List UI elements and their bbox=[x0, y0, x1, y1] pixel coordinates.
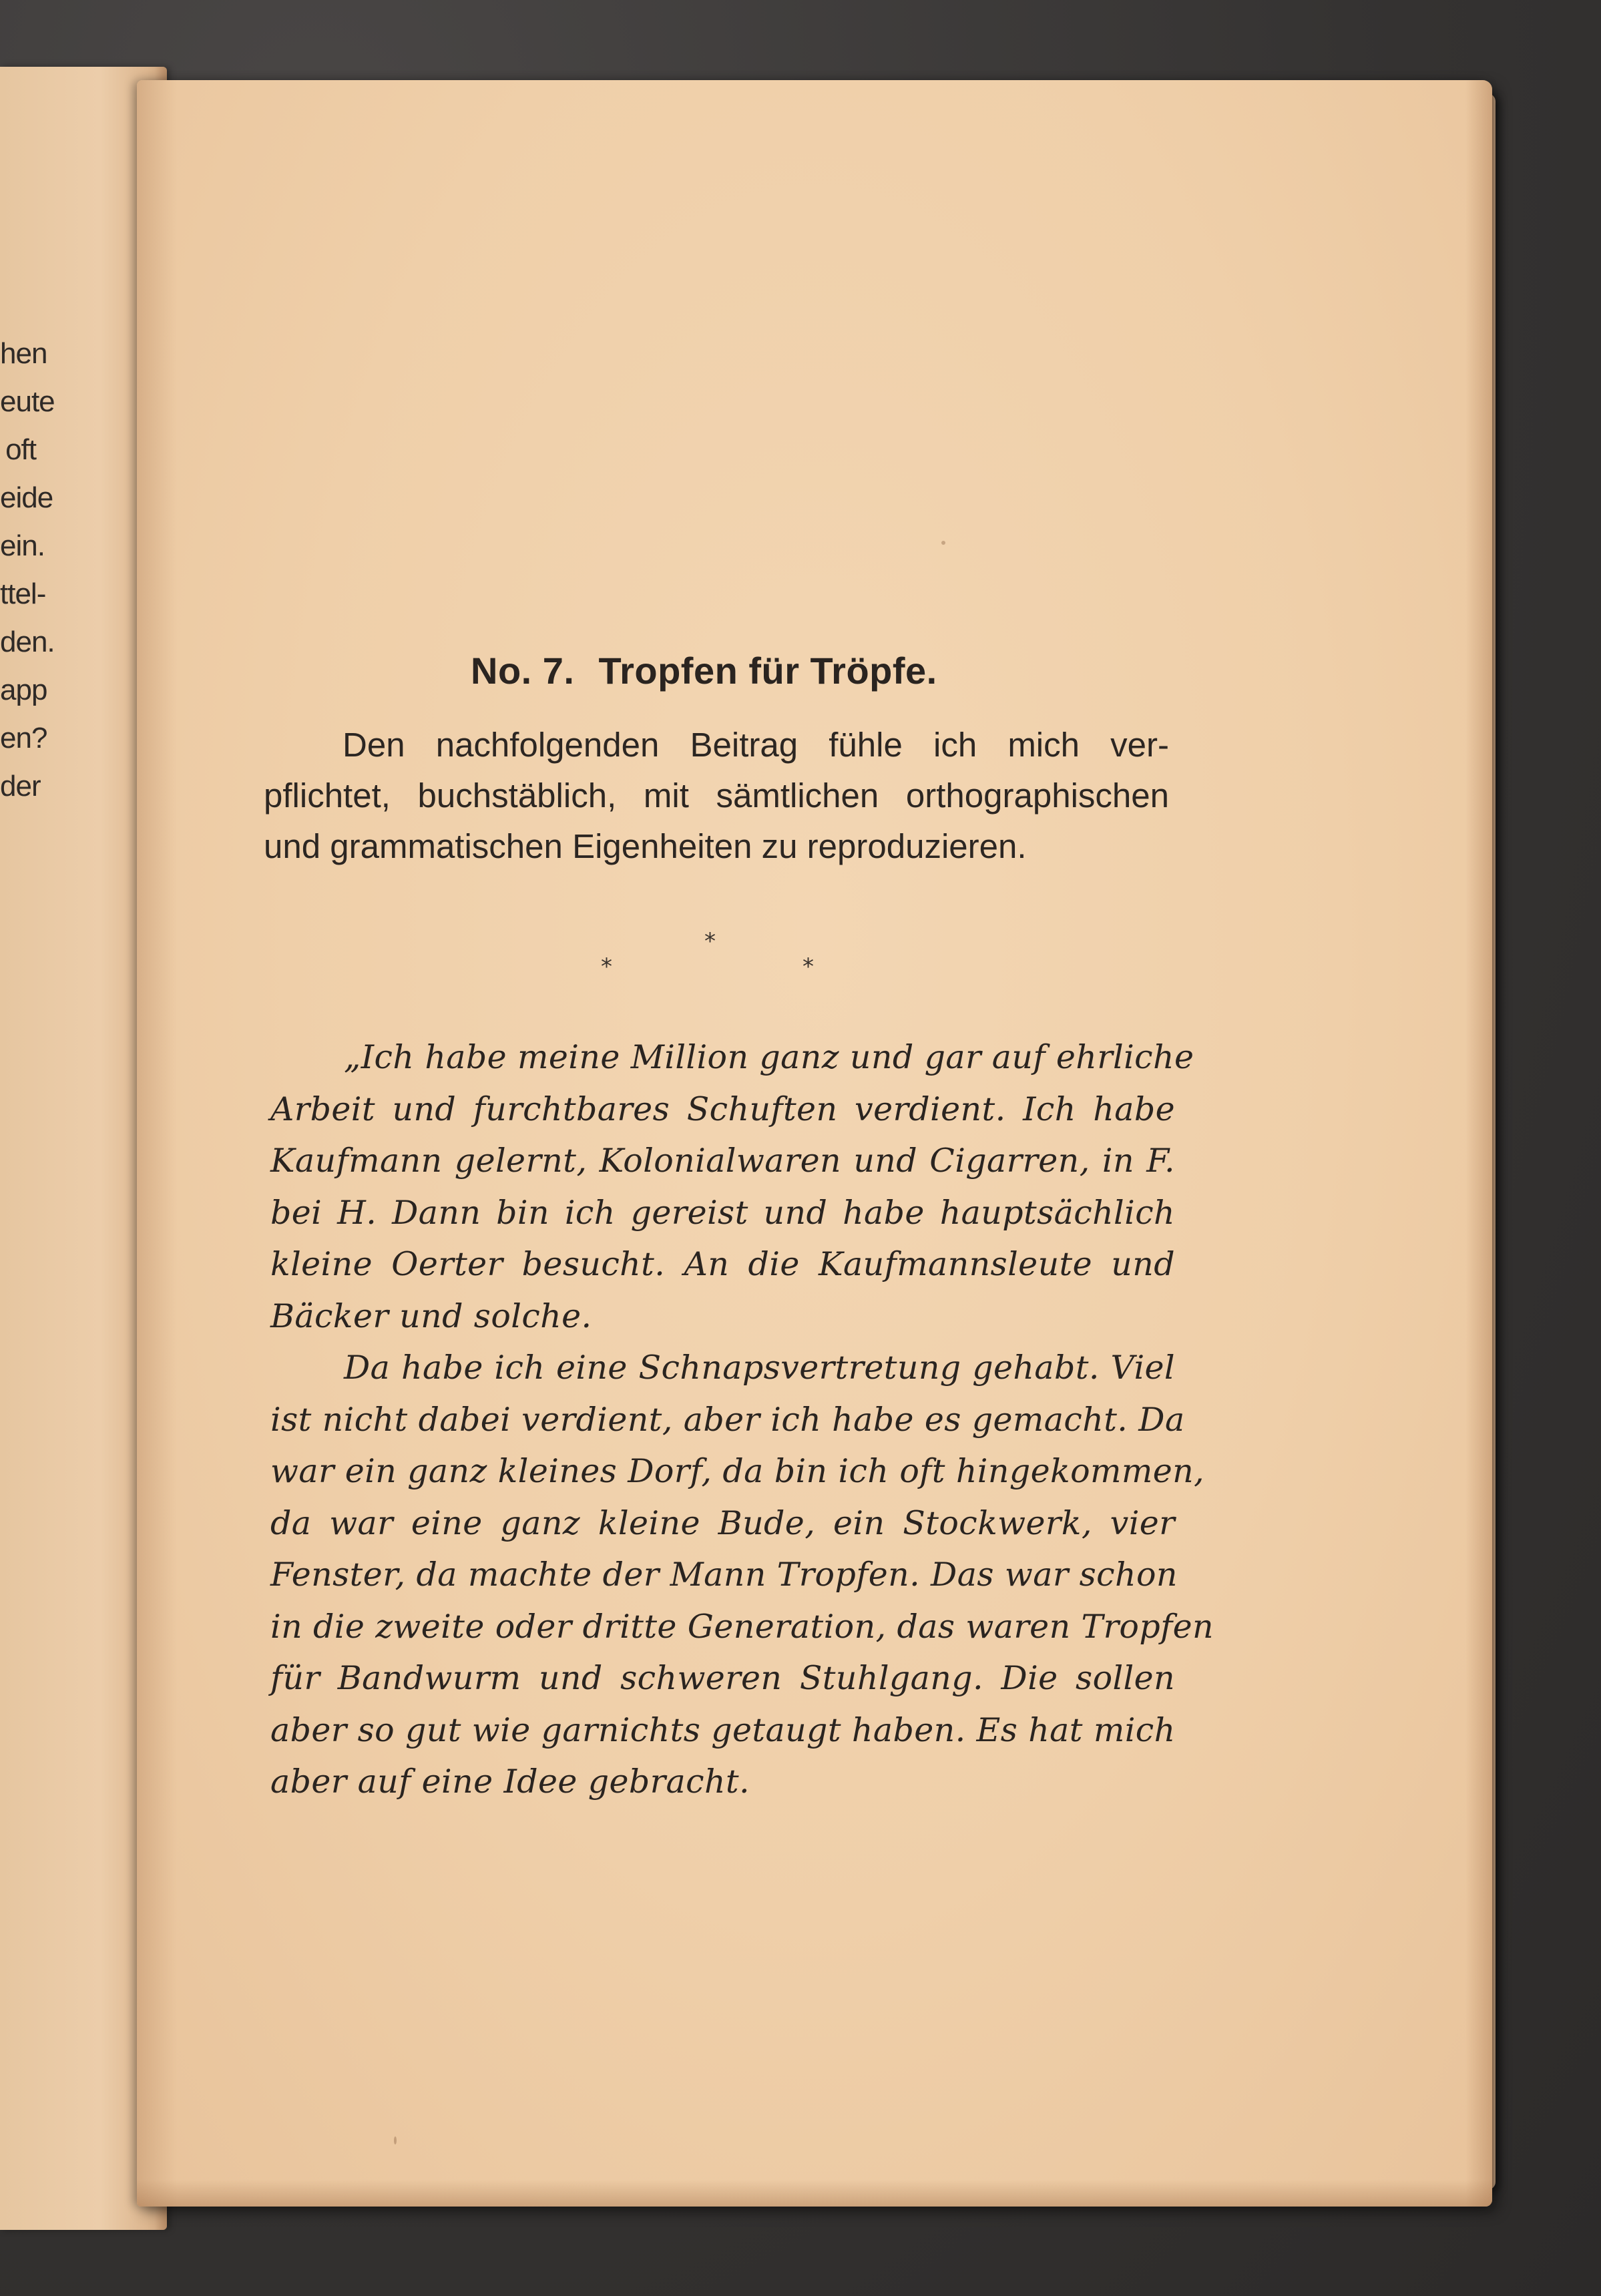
asterisk: * bbox=[704, 928, 716, 955]
quote-line: war ein ganz kleines Dorf, da bin ich oft hingekommen, bbox=[270, 1452, 1205, 1490]
quote-line: aber so gut wie garnichts getaugt haben. Es hat mich bbox=[270, 1710, 1176, 1749]
quote-line: bei H. Dann bin ich gereist und habe hauptsächlich bbox=[270, 1193, 1175, 1232]
article-number: No. 7. bbox=[471, 650, 575, 692]
quote-line: ist nicht dabei verdient, aber ich habe es gemacht. Da bbox=[270, 1400, 1185, 1439]
quote-line: für Bandwurm und schweren Stuhlgang. Die sollen bbox=[270, 1659, 1175, 1697]
quote-line: in die zweite oder dritte Generation, das waren Tropfen bbox=[270, 1607, 1214, 1646]
asterisk: * bbox=[601, 953, 612, 980]
previous-page-fragment: app bbox=[0, 674, 47, 706]
intro-line: und grammatischen Eigenheiten zu reproduzieren. bbox=[264, 827, 1027, 865]
asterism-separator bbox=[601, 928, 828, 981]
quote-line: da war eine ganz kleine Bude, ein Stockwerk, vier bbox=[270, 1504, 1175, 1542]
page-gutter-shadow bbox=[137, 80, 177, 2207]
previous-page-fragment: oft bbox=[5, 433, 36, 466]
paper-speck bbox=[941, 541, 945, 545]
article-title: Tropfen für Tröpfe. bbox=[598, 650, 937, 692]
intro-paragraph bbox=[264, 720, 1169, 872]
quote-line: Da habe ich eine Schnapsvertretung gehabt. Viel bbox=[344, 1349, 1175, 1387]
previous-page-fragment: den. bbox=[0, 626, 55, 658]
previous-page-fragment: ein. bbox=[0, 529, 45, 562]
quote-line: aber auf eine Idee gebracht. bbox=[270, 1763, 750, 1801]
previous-page-fragment: der bbox=[0, 770, 41, 802]
page-right-edge bbox=[1465, 80, 1492, 2207]
quote-line: „Ich habe meine Million ganz und gar auf ehrliche bbox=[344, 1038, 1194, 1076]
article-heading bbox=[471, 649, 937, 692]
quote-line: Fenster, da machte der Mann Tropfen. Das war schon bbox=[270, 1556, 1178, 1594]
quote-line: Kaufmann gelernt, Kolonialwaren und Cigarren, in F. bbox=[270, 1142, 1175, 1180]
previous-page-fragment: eide bbox=[0, 481, 53, 514]
intro-line: pflichtet, buchstäblich, mit sämtlichen orthographischen bbox=[264, 776, 1169, 815]
quote-line: kleine Oerter besucht. An die Kaufmannsleute und bbox=[270, 1245, 1175, 1283]
intro-line: Den nachfolgenden Beitrag fühle ich mich ver- bbox=[342, 726, 1169, 764]
quote-line: Arbeit und furchtbares Schuften verdient. Ich habe bbox=[270, 1090, 1175, 1128]
asterisk: * bbox=[803, 953, 814, 980]
previous-page-fragment: eute bbox=[0, 385, 55, 418]
quote-line: Bäcker und solche. bbox=[270, 1297, 592, 1335]
quoted-text bbox=[270, 1031, 1214, 1808]
previous-page-fragment: en? bbox=[0, 722, 47, 754]
previous-page-fragment: ttel- bbox=[0, 578, 46, 610]
page-bottom-edge bbox=[137, 2180, 1492, 2207]
previous-page-fragment: hen bbox=[0, 337, 47, 370]
paper-speck bbox=[394, 2136, 397, 2144]
